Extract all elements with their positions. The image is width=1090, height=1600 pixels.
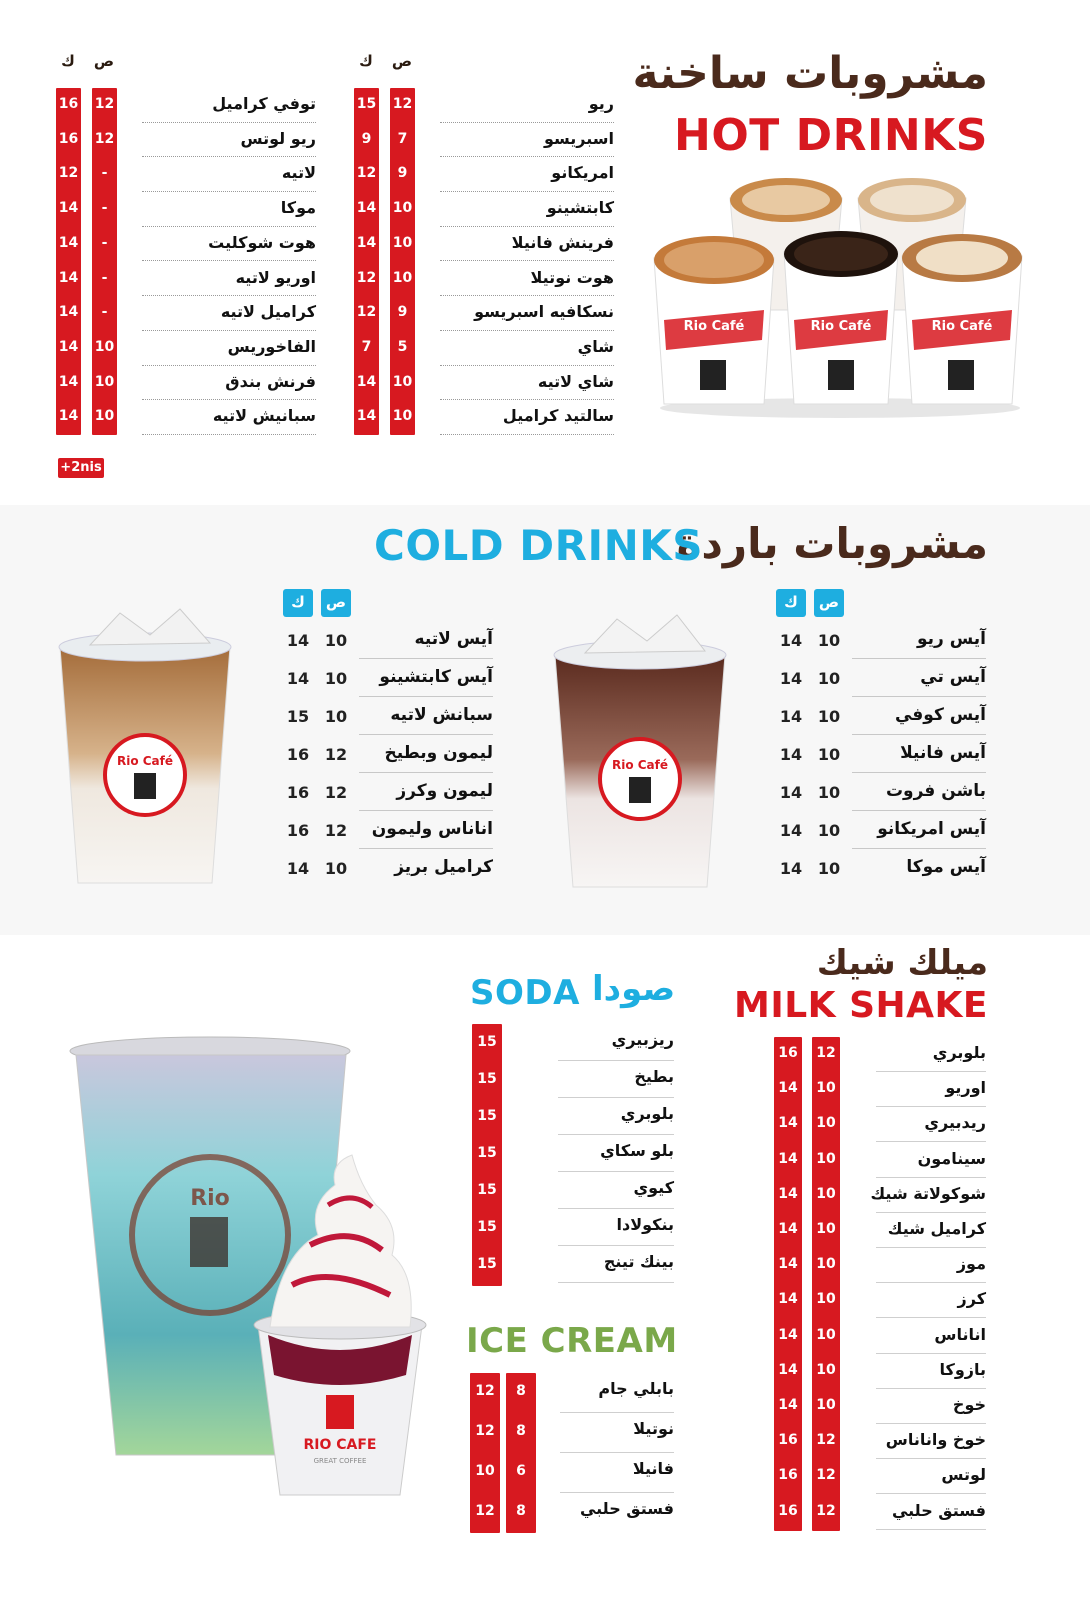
menu-row bbox=[352, 192, 614, 227]
price-large: 14 bbox=[356, 234, 377, 251]
price: 15 bbox=[477, 1182, 497, 1198]
price-small: 8 bbox=[516, 1383, 526, 1399]
menu-row bbox=[472, 1098, 674, 1135]
price-small: 12 bbox=[392, 96, 413, 112]
item-name: الفاخوريس bbox=[227, 336, 316, 356]
price-large: 14 bbox=[779, 707, 803, 726]
menu-row bbox=[283, 659, 493, 697]
price-large: 14 bbox=[286, 669, 310, 688]
menu-row bbox=[54, 331, 316, 366]
menu-row bbox=[54, 296, 316, 331]
price-large: 14 bbox=[778, 1326, 798, 1343]
price-large: 15 bbox=[286, 707, 310, 726]
item-name: آيس امريكانو bbox=[877, 819, 986, 839]
price-large: 14 bbox=[779, 669, 803, 688]
price-large: 14 bbox=[58, 373, 79, 390]
price-large: 12 bbox=[356, 304, 377, 321]
item-name: اوريو bbox=[945, 1078, 986, 1098]
bottom-section bbox=[0, 935, 1090, 1600]
price-large: 14 bbox=[58, 234, 79, 251]
milkshake-title-en: MILK SHAKE bbox=[734, 985, 988, 1026]
menu-row bbox=[774, 1459, 986, 1494]
price-large: 16 bbox=[778, 1432, 798, 1449]
price-large: 12 bbox=[58, 165, 79, 182]
price-small: 8 bbox=[516, 1423, 526, 1439]
price-small: 10 bbox=[816, 1291, 836, 1308]
price-small: 10 bbox=[816, 1326, 836, 1343]
menu-row bbox=[54, 192, 316, 227]
col-head-large: ك bbox=[283, 589, 313, 617]
icecream-logo-sub: GREAT COFFEE bbox=[313, 1457, 367, 1465]
item-name: فستق حلبي bbox=[579, 1499, 674, 1518]
price-small: 12 bbox=[324, 745, 348, 764]
item-name: ريو bbox=[588, 94, 614, 113]
price-large: 14 bbox=[778, 1291, 798, 1308]
menu-row bbox=[472, 1024, 674, 1061]
price-small: - bbox=[101, 269, 108, 286]
item-name: آيس كوفي bbox=[894, 705, 986, 725]
icecream-logo-text: RIO CAFE bbox=[303, 1437, 377, 1453]
item-name: شاي لاتيه bbox=[537, 371, 614, 391]
menu-row bbox=[352, 400, 614, 435]
price-small: 10 bbox=[816, 1256, 836, 1273]
menu-row bbox=[774, 1107, 986, 1142]
menu-row bbox=[283, 735, 493, 773]
price-small: 12 bbox=[324, 821, 348, 840]
item-name: خوخ واناناس bbox=[885, 1430, 986, 1450]
icecream-menu bbox=[470, 1373, 674, 1533]
price: 15 bbox=[477, 1145, 497, 1161]
price-large: 16 bbox=[778, 1045, 798, 1061]
item-name: موكا bbox=[280, 198, 316, 218]
menu-row bbox=[776, 697, 986, 735]
price-large: 14 bbox=[778, 1185, 798, 1202]
menu-row bbox=[472, 1061, 674, 1098]
menu-row bbox=[352, 157, 614, 192]
menu-row bbox=[472, 1209, 674, 1246]
price-large: 16 bbox=[286, 821, 310, 840]
col-head-large: ك bbox=[359, 52, 373, 70]
item-name: توفي كراميل bbox=[212, 94, 316, 113]
price-small: 10 bbox=[392, 269, 413, 286]
menu-row bbox=[776, 659, 986, 697]
price-large: 14 bbox=[286, 631, 310, 650]
item-name: بازوكا bbox=[939, 1359, 986, 1379]
price-large: 12 bbox=[356, 165, 377, 182]
col-head-small: ص bbox=[321, 589, 351, 617]
price-large: 14 bbox=[778, 1397, 798, 1413]
item-name: لاتيه bbox=[281, 163, 316, 183]
price-small: 10 bbox=[816, 1397, 836, 1413]
price-small: 10 bbox=[324, 631, 348, 650]
price-large: 14 bbox=[779, 859, 803, 878]
item-name: اناناس bbox=[934, 1324, 986, 1344]
menu-row bbox=[774, 1424, 986, 1459]
hot-drinks-section bbox=[0, 0, 1090, 505]
item-name: بطيخ bbox=[634, 1067, 674, 1086]
menu-row bbox=[472, 1172, 674, 1209]
item-name: كراميل لاتيه bbox=[220, 302, 316, 322]
price-large: 16 bbox=[286, 745, 310, 764]
price-small: 10 bbox=[816, 1221, 836, 1237]
price-small: 10 bbox=[817, 631, 841, 650]
item-name: بلو سكاي bbox=[600, 1141, 674, 1160]
price-large: 14 bbox=[58, 269, 79, 286]
item-name: بنكولادا bbox=[616, 1215, 674, 1234]
item-name: بلوبري bbox=[620, 1104, 674, 1123]
price-small: 9 bbox=[397, 304, 408, 321]
item-name: لوتس bbox=[941, 1465, 986, 1485]
milkshake-menu bbox=[774, 1037, 986, 1532]
cold-title-en: COLD DRINKS bbox=[374, 521, 704, 570]
menu-row bbox=[352, 262, 614, 297]
price-small: 10 bbox=[817, 669, 841, 688]
item-name: سبانيش لاتيه bbox=[212, 406, 316, 426]
menu-row bbox=[774, 1354, 986, 1389]
price-large: 14 bbox=[779, 631, 803, 650]
price-small: 10 bbox=[816, 1361, 836, 1378]
price-small: 9 bbox=[397, 165, 408, 182]
price: 15 bbox=[477, 1256, 497, 1272]
price-large: 14 bbox=[778, 1256, 798, 1273]
item-name: شاي bbox=[577, 336, 614, 356]
item-name: موز bbox=[956, 1254, 986, 1274]
menu-row bbox=[470, 1453, 674, 1493]
menu-row bbox=[776, 811, 986, 849]
col-head-small: ص bbox=[391, 52, 413, 70]
menu-row bbox=[774, 1143, 986, 1178]
price-small: 10 bbox=[392, 373, 413, 390]
row-divider bbox=[876, 1529, 986, 1530]
menu-row bbox=[470, 1413, 674, 1453]
price-large: 14 bbox=[778, 1150, 798, 1167]
price-large: 16 bbox=[778, 1467, 798, 1484]
item-name: نوتيلا bbox=[633, 1419, 674, 1438]
price-small: 7 bbox=[397, 130, 408, 147]
price-large: 16 bbox=[58, 96, 79, 112]
item-name: فانيلا bbox=[632, 1459, 674, 1478]
item-name: فرينش فانيلا bbox=[511, 232, 614, 252]
item-name: كرز bbox=[957, 1289, 986, 1309]
item-name: شوكولاتة شيك bbox=[870, 1183, 986, 1203]
menu-row bbox=[472, 1135, 674, 1172]
item-name: ريو لوتس bbox=[240, 128, 316, 148]
item-name: آيس كابتشينو bbox=[379, 667, 493, 687]
item-name: آيس لاتيه bbox=[414, 629, 493, 649]
soda-title-en: SODA bbox=[470, 973, 580, 1013]
price-small: 12 bbox=[324, 783, 348, 802]
price-small: 10 bbox=[816, 1150, 836, 1167]
price-large: 14 bbox=[58, 200, 79, 217]
price-small: - bbox=[101, 165, 108, 182]
menu-row bbox=[54, 88, 316, 123]
item-name: بينك تينج bbox=[603, 1252, 674, 1271]
menu-row bbox=[54, 366, 316, 401]
menu-row bbox=[774, 1495, 986, 1530]
price-small: 10 bbox=[94, 373, 115, 390]
price-large: 15 bbox=[356, 96, 377, 112]
price-large: 14 bbox=[778, 1221, 798, 1237]
price-large: 7 bbox=[361, 338, 372, 355]
price-small: 10 bbox=[94, 338, 115, 355]
price-small: 10 bbox=[392, 200, 413, 217]
hot-title-en: HOT DRINKS bbox=[674, 110, 988, 161]
cup-brand-text: Rio Café bbox=[116, 754, 174, 768]
price-small: 10 bbox=[392, 408, 413, 425]
item-name: ليمون وبطيخ bbox=[384, 743, 493, 763]
soda-menu bbox=[472, 1024, 674, 1284]
price-large: 14 bbox=[58, 408, 79, 425]
price-large: 16 bbox=[58, 130, 79, 147]
item-name: آيس موكا bbox=[906, 857, 986, 877]
menu-row bbox=[776, 849, 986, 887]
row-divider bbox=[440, 434, 614, 435]
menu-row bbox=[470, 1373, 674, 1413]
price-small: 10 bbox=[817, 821, 841, 840]
price-small: 12 bbox=[816, 1045, 836, 1061]
menu-row bbox=[54, 123, 316, 158]
price-small: 10 bbox=[817, 745, 841, 764]
row-divider bbox=[558, 1282, 674, 1283]
menu-row bbox=[776, 621, 986, 659]
price-small: 10 bbox=[817, 783, 841, 802]
item-name: نسكافيه اسبريسو bbox=[474, 302, 614, 322]
price-large: 12 bbox=[356, 269, 377, 286]
price: 15 bbox=[477, 1071, 497, 1087]
icecream-title-en: ICE CREAM bbox=[466, 1321, 678, 1361]
menu-row bbox=[470, 1493, 674, 1533]
item-name: اوريو لاتيه bbox=[235, 267, 316, 287]
hot-menu-left bbox=[54, 52, 316, 452]
col-head-large: ك bbox=[776, 589, 806, 617]
menu-row bbox=[283, 697, 493, 735]
price-large: 10 bbox=[475, 1463, 495, 1479]
price-small: 8 bbox=[516, 1503, 526, 1519]
menu-row bbox=[283, 773, 493, 811]
menu-row bbox=[54, 400, 316, 435]
price-large: 14 bbox=[778, 1115, 798, 1132]
price-small: 10 bbox=[324, 707, 348, 726]
menu-row bbox=[776, 735, 986, 773]
price-small: 5 bbox=[397, 338, 408, 355]
item-name: آيس ريو bbox=[917, 629, 986, 649]
price-large: 14 bbox=[779, 821, 803, 840]
menu-row bbox=[774, 1319, 986, 1354]
price-large: 9 bbox=[361, 130, 372, 147]
item-name: كابتشينو bbox=[546, 198, 614, 218]
item-name: كراميل شيك bbox=[887, 1219, 986, 1238]
menu-row bbox=[283, 811, 493, 849]
milkshake-title-ar: ميلك شيك bbox=[816, 943, 988, 983]
soda-cup-icon bbox=[60, 1035, 440, 1505]
price-small: 12 bbox=[816, 1467, 836, 1484]
item-name: باشن فروت bbox=[885, 781, 986, 801]
item-name: فرنش بندق bbox=[225, 371, 316, 391]
item-name: فستق حلبي bbox=[891, 1500, 986, 1520]
item-name: كراميل بريز bbox=[394, 857, 493, 877]
price: 15 bbox=[477, 1219, 497, 1235]
item-name: اناناس وليمون bbox=[371, 819, 493, 839]
menu-row bbox=[774, 1178, 986, 1213]
price-small: - bbox=[101, 200, 108, 217]
price-large: 14 bbox=[286, 859, 310, 878]
price: 15 bbox=[477, 1034, 497, 1050]
menu-row bbox=[352, 227, 614, 262]
menu-row bbox=[54, 227, 316, 262]
cold-title-ar: مشروبات باردة bbox=[676, 519, 988, 568]
col-head-small: ص bbox=[93, 52, 115, 70]
price-large: 14 bbox=[778, 1080, 798, 1097]
iced-latte-image bbox=[50, 605, 240, 890]
price-large: 14 bbox=[356, 408, 377, 425]
menu-row bbox=[774, 1072, 986, 1107]
menu-row bbox=[774, 1389, 986, 1424]
price-small: 10 bbox=[94, 408, 115, 425]
menu-row bbox=[776, 773, 986, 811]
item-name: اسبريسو bbox=[543, 128, 614, 148]
menu-row bbox=[774, 1248, 986, 1283]
menu-row bbox=[352, 88, 614, 123]
price-large: 12 bbox=[475, 1503, 495, 1519]
price-small: - bbox=[101, 234, 108, 251]
price-large: 14 bbox=[779, 783, 803, 802]
price: 15 bbox=[477, 1108, 497, 1124]
cold-menu-right bbox=[776, 589, 986, 889]
coffee-cups-icon bbox=[650, 170, 1030, 420]
price-large: 14 bbox=[779, 745, 803, 764]
price-small: 12 bbox=[94, 96, 115, 112]
svg-text:Rio Café: Rio Café bbox=[810, 319, 872, 334]
price-small: 10 bbox=[324, 859, 348, 878]
menu-row bbox=[472, 1246, 674, 1283]
item-name: ريزبيري bbox=[611, 1030, 674, 1049]
iced-mocha-image bbox=[545, 613, 735, 893]
price-small: 12 bbox=[94, 130, 115, 147]
menu-row bbox=[54, 262, 316, 297]
price-large: 12 bbox=[475, 1383, 495, 1399]
price-small: 10 bbox=[324, 669, 348, 688]
price-large: 16 bbox=[286, 783, 310, 802]
menu-row bbox=[352, 331, 614, 366]
item-name: هوت نوتيلا bbox=[530, 267, 614, 287]
hot-title-ar: مشروبات ساخنة bbox=[632, 48, 988, 99]
item-name: هوت شوكليت bbox=[208, 232, 316, 252]
item-name: سينامون bbox=[917, 1148, 986, 1168]
price-large: 14 bbox=[778, 1361, 798, 1378]
menu-row bbox=[352, 123, 614, 158]
price-large: 14 bbox=[58, 338, 79, 355]
iced-drink-icon bbox=[545, 613, 735, 893]
menu-row bbox=[283, 621, 493, 659]
price-small: 10 bbox=[816, 1185, 836, 1202]
price-small: - bbox=[101, 304, 108, 321]
item-name: ليمون وكرز bbox=[396, 781, 493, 801]
svg-text:Rio Café: Rio Café bbox=[683, 319, 745, 334]
cup-brand-text: Rio Café bbox=[611, 758, 669, 772]
price-small: 12 bbox=[816, 1432, 836, 1449]
price-large: 16 bbox=[778, 1502, 798, 1519]
menu-row bbox=[54, 157, 316, 192]
menu-row bbox=[774, 1037, 986, 1072]
col-head-large: ك bbox=[61, 52, 75, 70]
item-name: آيس تي bbox=[920, 667, 986, 687]
item-name: آيس فانيلا bbox=[900, 743, 986, 763]
item-name: امريكانو bbox=[551, 163, 614, 183]
row-divider bbox=[142, 434, 316, 435]
price-large: 14 bbox=[356, 373, 377, 390]
menu-row bbox=[352, 366, 614, 401]
price-large: 14 bbox=[356, 200, 377, 217]
price-large: 12 bbox=[475, 1423, 495, 1439]
soda-and-icecream-image bbox=[60, 1035, 440, 1505]
menu-row bbox=[774, 1283, 986, 1318]
price-small: 12 bbox=[816, 1502, 836, 1519]
soda-logo-text: Rio bbox=[190, 1186, 230, 1211]
item-name: ريدبيري bbox=[924, 1113, 986, 1133]
price-small: 10 bbox=[817, 707, 841, 726]
cold-drinks-section bbox=[0, 505, 1090, 935]
price-small: 10 bbox=[392, 234, 413, 251]
item-name: كيوي bbox=[633, 1178, 674, 1197]
soda-title-ar: صودا bbox=[592, 969, 676, 1009]
menu-row bbox=[774, 1213, 986, 1248]
menu-row bbox=[283, 849, 493, 887]
col-head-small: ص bbox=[814, 589, 844, 617]
item-name: سبانش لاتيه bbox=[390, 705, 493, 725]
item-name: خوخ bbox=[952, 1395, 986, 1414]
item-name: بلوبري bbox=[932, 1043, 986, 1062]
iced-drink-icon bbox=[50, 605, 240, 890]
item-name: بابلي جام bbox=[598, 1379, 674, 1398]
svg-text:Rio Café: Rio Café bbox=[931, 319, 993, 334]
menu-row bbox=[352, 296, 614, 331]
cold-menu-left bbox=[283, 589, 493, 889]
price-small: 6 bbox=[516, 1463, 526, 1479]
price-small: 10 bbox=[816, 1115, 836, 1132]
price-small: 10 bbox=[817, 859, 841, 878]
hot-cups-image bbox=[650, 170, 1030, 420]
price-small: 10 bbox=[816, 1080, 836, 1097]
hot-menu-right bbox=[352, 52, 614, 452]
item-name: سالتيد كراميل bbox=[502, 406, 614, 426]
extra-charge-badge: +2nis bbox=[58, 458, 104, 478]
price-large: 14 bbox=[58, 304, 79, 321]
